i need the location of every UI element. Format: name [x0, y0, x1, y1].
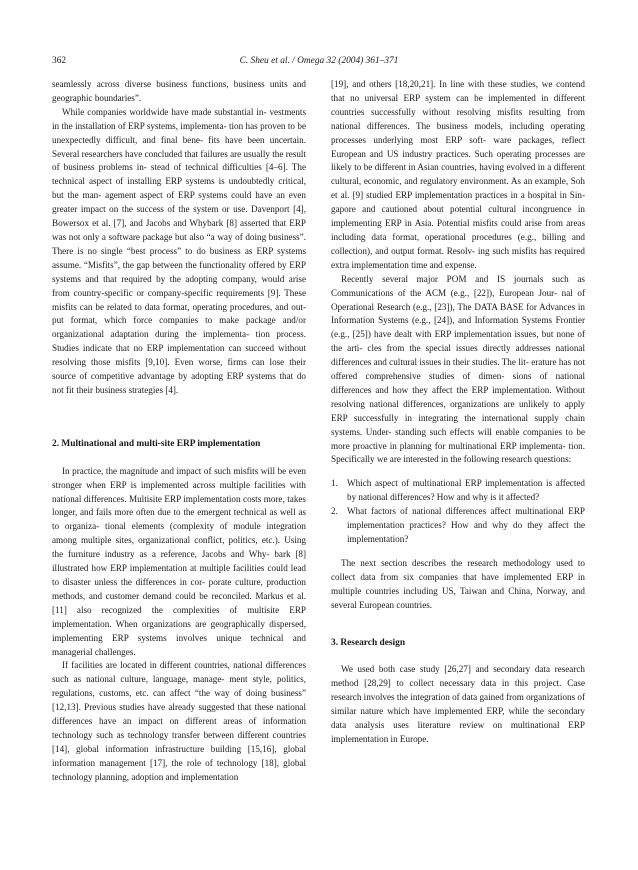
- list-text: Which aspect of multinational ERP implementation is affected by national differences? How and why is it affected?: [347, 478, 585, 503]
- paragraph: [19], and others [18,20,21]. In line with these studies, we contend that no universal ERP system can be implemented in different countries successfully without resolving misfits resulting from national differences. The business models, including operating processes underlying most ERP soft- ware packages, reflect European and US industry practices. Such operating processes are likely to be different in Asian countries, having evolved in a different cultural, economic, and regulatory environment. As an example, Soh et al. [9] studied ERP implementation practices in a hospital in Sin- gapore and cautioned about potential cultural incongruence in implementing ERP in Asia. Potential misfits could arise from areas including data format, operational procedures (e.g., billing and collection), and output format. Resolv- ing such misfits has required extra implementation time and expense.: [331, 79, 585, 270]
- section-heading: 3. Research design: [331, 637, 406, 648]
- left-column: [52, 78, 306, 785]
- section-heading: 2. Multinational and multi-site ERP implementation: [52, 438, 261, 449]
- list-number: 2.: [331, 506, 338, 517]
- list-number: 1.: [331, 478, 338, 489]
- list-item: [331, 505, 585, 547]
- page-number: 362: [52, 56, 67, 66]
- paragraph: We used both case study [26,27] and secondary data research method [28,29] to collect necessary data in this project. Case research involves the integration of data gained from organizations of similar nature which have implemented ERP, while the secondary data analysis uses literature review on multinational ERP implementation in Europe.: [331, 664, 585, 744]
- paragraph: The next section describes the research methodology used to collect data from six companies that have implemented ERP in multiple countries including US, Taiwan and China, Norway, and several European countries.: [331, 557, 585, 610]
- paragraph: Recently several major POM and IS journals such as Communications of the ACM (e.g., [22]), European Jour- nal of Operational Research (e.g., [23]), The DATA BASE for Advances in Information Systems (e.g., [24]), and Information Systems Frontier (e.g., [25]) have dealt with ERP implementation issues, but none of the arti- cles from the special issues directly addresses national differences and cultural issues in their studies. The lit- erature has not offered comprehensive studies of dimen- sions of national differences and how they affect the ERP implementation. Without resolving national differences, organizations are unlikely to apply ERP successfully in integrating the international supply chain systems. Under- standing such effects will enable companies to be more proactive in planning for multinational ERP implementa- tion. Specifically we are interested in the following research questions:: [331, 273, 585, 465]
- running-title: C. Sheu et al. / Omega 32 (2004) 361–371: [239, 56, 399, 66]
- list-item: [331, 477, 585, 505]
- list-text: What factors of national differences affect multinational ERP implementation practices? How and why do they affect the implementation?: [347, 506, 585, 544]
- paragraph: seamlessly across diverse business functions, business units and geographic boundaries”.: [52, 79, 306, 103]
- right-column: [331, 78, 585, 747]
- paragraph: While companies worldwide have made substantial in- vestments in the installation of ERP systems, implementa- tion has proven to be unexpectedly difficult, and final bene- fits have been uncertain. Several researchers have concluded that failures are usually the result of business problems in- stead of technical difficulties [4–6]. The technical aspect of installing ERP systems is undoubtedly critical, but the man- agement aspect of ERP systems could have an even greater impact on the success of the system or use. Davenport [4], Bowersox et al. [7], and Jacobs and Whybark [8] asserted that ERP was not only a software package but also “a way of doing business”. There is no single “best process” to do business as ERP systems assume. “Misfits”, the gap between the functionality offered by ERP systems and that required by the adopting company, would arise from country-specific or company-specific requirements [9]. These misfits can be related to data format, operating procedures, and out- put format, which force companies to make package and/or organizational adaptation during the implementa- tion process. Studies indicate that no ERP implementation can succeed without resolving those misfits [9,10]. Even worse, firms can lose their source of competitive advantage by adopting ERP systems that do not fit their business strategies [4].: [52, 106, 306, 395]
- research-questions-list: [331, 477, 585, 547]
- paragraph: If facilities are located in different countries, national differences such as national culture, language, manage- ment style, politics, regulations, customs, etc. can affect “the way of doing business” [12,13]. Previous studies have already suggested that these national differences have an impact on different areas of information technology such as technology transfer between different countries [14], global information infrastructure building [15,16], global information management [17], the role of technology [18], global technology planning, adoption and implementation: [52, 660, 306, 782]
- page-header: [52, 56, 586, 70]
- paragraph: In practice, the magnitude and impact of such misfits will be even stronger when ERP is implemented across multiple facilities with national differences. Multisite ERP implementation costs more, takes longer, and fails more often due to the emergent technical as well as to organiza- tional elements (complexity of module integration among multiple sites, organizational conflict, politics, etc.). Using the furniture industry as a reference, Jacobs and Why- bark [8] illustrated how ERP implementation at multiple facilities could lead to disaster unless the differences in cor- porate culture, production methods, and customer demand could be reconciled. Markus et al. [11] also recognized the complexities of multisite ERP implementation. When organizations are geographically dispersed, implementing ERP systems involves unique technical and managerial challenges.: [52, 465, 306, 657]
